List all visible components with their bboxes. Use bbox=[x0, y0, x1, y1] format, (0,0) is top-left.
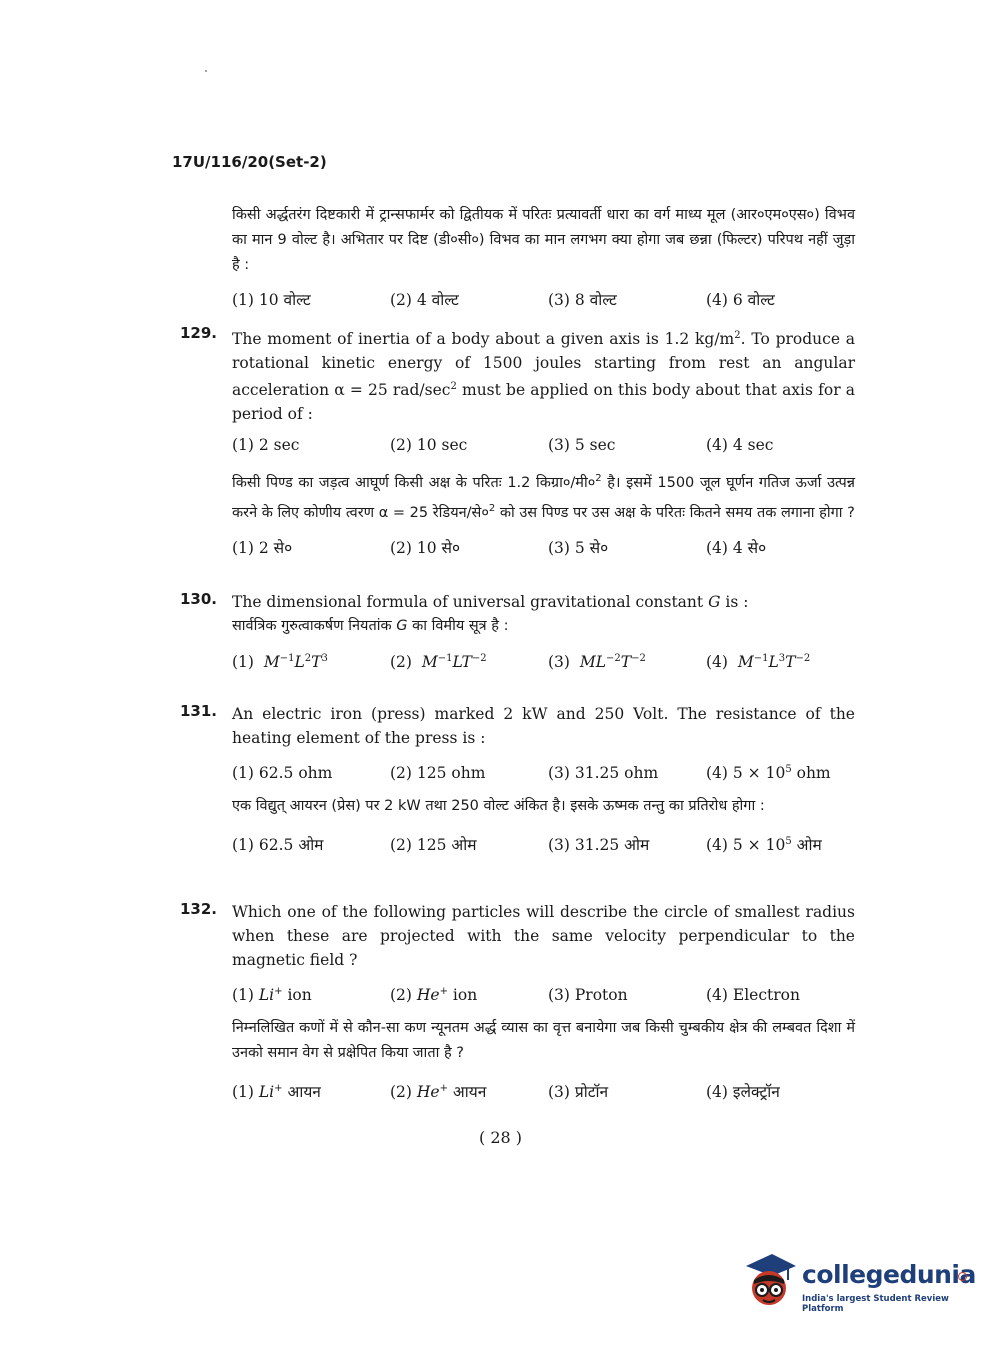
option-3: (3) 31.25 ओम bbox=[548, 836, 650, 855]
question-text-hindi: एक विद्युत् आयरन (प्रेस) पर 2 kW तथा 250 वोल्ट अंकित है। इसके ऊष्मक तन्तु का प्रतिरोध होगा : bbox=[232, 798, 765, 815]
option-2: (2) $M^{-1}LT^{-2}$ bbox=[390, 653, 487, 672]
brand-tagline: India's largest Student Review Platform bbox=[802, 1294, 949, 1314]
option-2: (2) He+ आयन bbox=[390, 1083, 487, 1102]
question-129 bbox=[180, 324, 855, 570]
question-132 bbox=[180, 900, 855, 1114]
collegedunia-logo bbox=[742, 1250, 976, 1320]
question-text-hindi: किसी पिण्ड का जड़त्व आघूर्ण किसी अक्ष के परितः 1.2 $किग्रा०/मी०^2$ है। इसमें 1500 जूल घूर्णन गतिज ऊर्जा उत्पन्न करने के लिए कोणीय त्वरण α = 25 $रेडियन/से०^2$ को उस पिण्ड पर उस अक्ष के परितः कितने समय तक लगाना होगा ? bbox=[232, 473, 855, 521]
option-1: (1) 2 से० bbox=[232, 538, 293, 557]
option-4: (4) 6 वोल्ट bbox=[706, 291, 775, 309]
option-2: (2) 125 ओम bbox=[390, 836, 477, 855]
question-text-hindi: निम्नलिखित कणों में से कौन-सा कण न्यूनतम अर्द्ध व्यास का वृत्त बनायेगा जब किसी चुम्बकीय क्षेत्र की लम्बवत दिशा में उनको समान वेग से प्रक्षेपित किया जाता है ? bbox=[232, 1020, 855, 1062]
options-row bbox=[232, 288, 855, 310]
question-number: 131. bbox=[180, 702, 218, 720]
question-number: 130. bbox=[180, 590, 218, 608]
option-2: (2) 10 sec bbox=[390, 436, 468, 455]
option-2: (2) 125 ohm bbox=[390, 764, 486, 782]
question-text-english: The moment of inertia of a body about a given axis is 1.2 $kg/m^2$. To produce a rotational kinetic energy of 1500 joules starting from rest an angular acceleration α = 25 rad/$\sec^2$ must be applied on this body about that axis for a period of : bbox=[232, 330, 855, 424]
option-4: (4) $5 \times 10^5$ ohm bbox=[706, 764, 831, 783]
option-3: (3) 5 से० bbox=[548, 538, 609, 557]
options-row-english bbox=[232, 764, 855, 782]
option-1: (1) $M^{-1}L^2T^3$ bbox=[232, 653, 328, 672]
option-2: (2) He+ ion bbox=[390, 986, 478, 1005]
brand-dot bbox=[958, 1272, 967, 1281]
option-3: (3) प्रोटॉन bbox=[548, 1083, 609, 1102]
option-1: (1) 10 वोल्ट bbox=[232, 291, 311, 309]
option-3: (3) 8 वोल्ट bbox=[548, 291, 617, 309]
option-3: (3) 31.25 ohm bbox=[548, 764, 659, 782]
option-1: (1) 62.5 ओम bbox=[232, 836, 324, 855]
option-4: (4) Electron bbox=[706, 986, 800, 1004]
question-text-english: The dimensional formula of universal gravitational constant G is : bbox=[232, 593, 749, 611]
option-2: (2) 10 से० bbox=[390, 538, 461, 557]
option-3: (3) $ML^{-2}T^{-2}$ bbox=[548, 653, 646, 672]
option-4: (4) $M^{-1}L^3T^{-2}$ bbox=[706, 653, 811, 672]
question-text-english: An electric iron (press) marked 2 kW and 250 Volt. The resistance of the heating element of the press is : bbox=[232, 705, 855, 747]
options-row-english bbox=[232, 436, 855, 454]
options-row-hindi bbox=[232, 1080, 855, 1102]
options-row bbox=[232, 653, 855, 671]
page-number: ( 28 ) bbox=[478, 1128, 522, 1147]
scan-speck bbox=[205, 70, 207, 72]
question-number: 132. bbox=[180, 900, 218, 918]
option-4: (4) $5 \times 10^5$ ओम bbox=[706, 836, 822, 855]
option-4: (4) 4 से० bbox=[706, 538, 767, 557]
question-number: 129. bbox=[180, 324, 218, 342]
question-text: किसी अर्द्धतरंग दिष्टकारी में ट्रान्सफार्मर को द्वितीयक में परितः प्रत्यावर्ती धारा का वर्ग माध्य मूल (आर०एम०एस०) विभव का मान 9 वोल्ट है। अभितार पर दिष्ट (डी०सी०) विभव का मान लगभग क्या होगा जब छन्ना (फिल्टर) परिपथ नहीं जुड़ा है : bbox=[232, 207, 855, 273]
options-row-english bbox=[232, 986, 855, 1004]
question-text-hindi: सार्वत्रिक गुरुत्वाकर्षण नियतांक G का विमीय सूत्र है : bbox=[232, 618, 509, 634]
option-3: (3) 5 sec bbox=[548, 436, 616, 455]
option-1: (1) 62.5 ohm bbox=[232, 764, 333, 782]
options-row-hindi bbox=[232, 833, 855, 855]
option-1: (1) 2 sec bbox=[232, 436, 300, 455]
question-131 bbox=[180, 702, 855, 867]
paper-code: 17U/116/20(Set-2) bbox=[172, 153, 327, 171]
option-3: (3) Proton bbox=[548, 986, 628, 1004]
student-mascot-icon bbox=[742, 1250, 796, 1314]
option-4: (4) 4 sec bbox=[706, 436, 774, 455]
question-130 bbox=[180, 590, 855, 683]
question-text-english: Which one of the following particles will describe the circle of smallest radius when these are projected with the same velocity perpendicular to the magnetic field ? bbox=[232, 903, 855, 969]
option-4: (4) इलेक्ट्रॉन bbox=[706, 1083, 780, 1102]
option-2: (2) 4 वोल्ट bbox=[390, 291, 459, 309]
option-1: (1) Li+ आयन bbox=[232, 1083, 321, 1102]
options-row-hindi bbox=[232, 536, 855, 558]
brand-name: collegedunia bbox=[802, 1260, 976, 1289]
question-128-hindi bbox=[180, 203, 855, 322]
option-1: (1) Li+ ion bbox=[232, 986, 312, 1005]
